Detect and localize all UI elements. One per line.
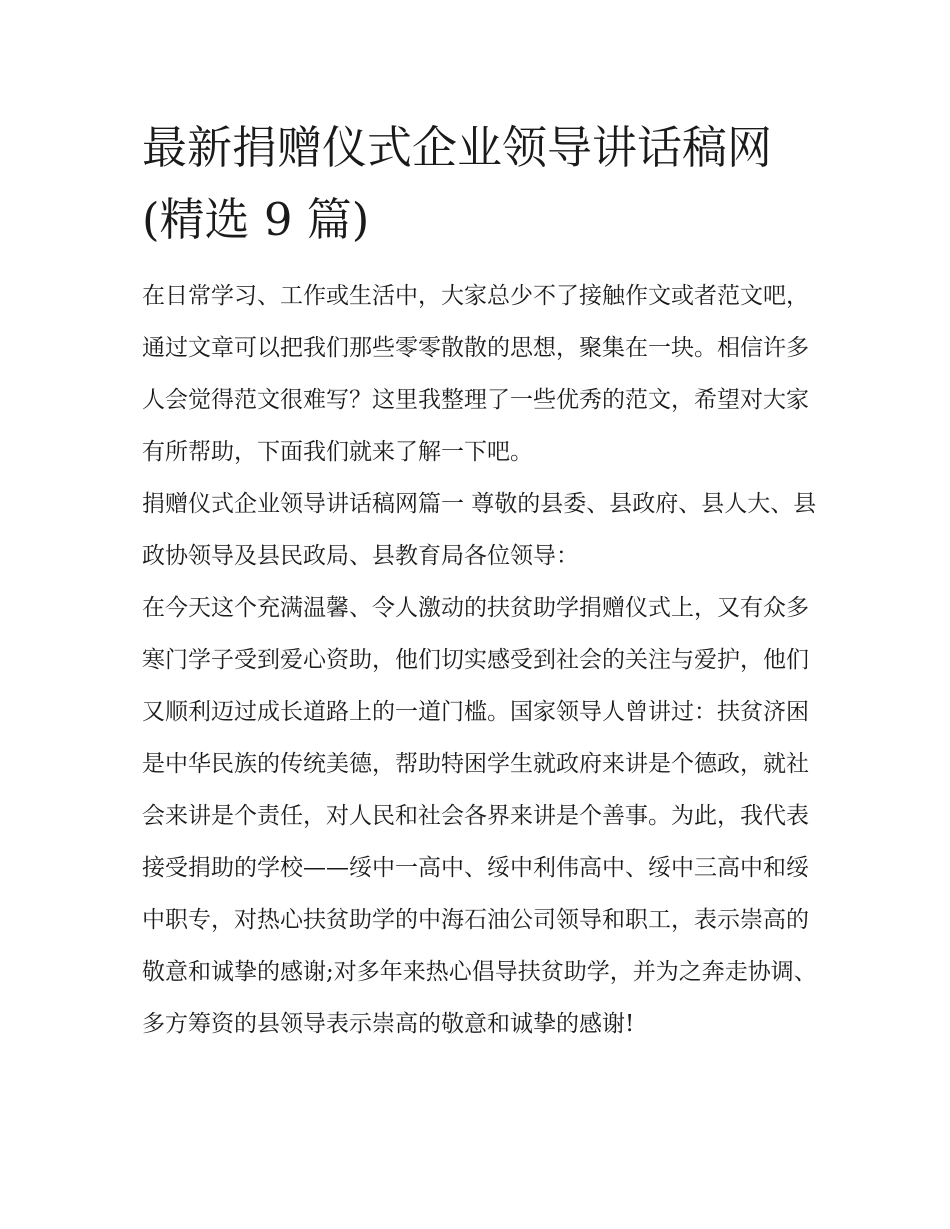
document-title: 最新捐赠仪式企业领导讲话稿网(精选 9 篇) [142,121,773,246]
document-body [142,112,822,1050]
intro-paragraph: 在日常学习、工作或生活中，大家总少不了接触作文或者范文吧，通过文章可以把我们那些零零散散的思想，聚集在一块。相信许多人会觉得范文很难写？这里我整理了一些优秀的范文，希望对大家有所帮助，下面我们就来了解一下吧。 [142,283,809,465]
speech-paragraph: 在今天这个充满温馨、令人激动的扶贫助学捐赠仪式上，又有众多寒门学子受到爱心资助，他们切实感受到社会的关注与爱护，他们又顺利迈过成长道路上的一道门槛。国家领导人曾讲过：扶贫济困是中华民族的传统美德，帮助特困学生就政府来讲是个德政，就社会来讲是个责任，对人民和社会各界来讲是个善事。为此，我代表接受捐助的学校——绥中一高中、绥中利伟高中、绥中三高中和绥中职专，对热心扶贫助学的中海石油公司领导和职工，表示崇高的敬意和诚挚的感谢;对多年来热心倡导扶贫助学，并为之奔走协调、多方筹资的县领导表示崇高的敬意和诚挚的感谢! [142,595,817,1037]
section-heading-paragraph: 捐赠仪式企业领导讲话稿网篇一 尊敬的县委、县政府、县人大、县政协领导及县民政局、县教育局各位领导： [142,491,817,569]
